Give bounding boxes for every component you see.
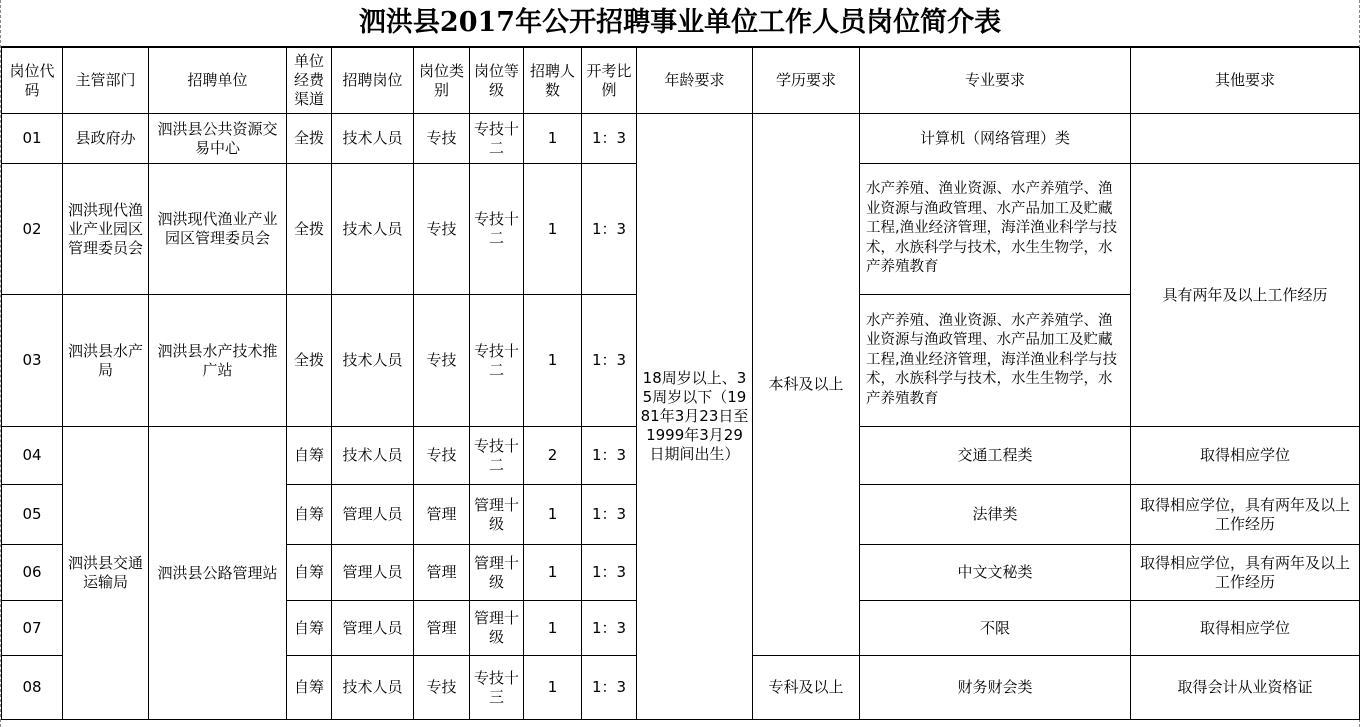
- cell-position: 技术人员: [332, 164, 414, 295]
- cell-unit: 泗洪现代渔业产业园区管理委员会: [149, 164, 287, 295]
- cell-unit: 泗洪县公共资源交易中心: [149, 114, 287, 164]
- cell-ratio: 1：3: [582, 427, 637, 485]
- cell-grade: 专技十二: [470, 427, 524, 485]
- cell-code: 06: [2, 545, 63, 601]
- header-code: 岗位代码: [2, 48, 63, 114]
- header-count: 招聘人数: [524, 48, 582, 114]
- cell-position: 技术人员: [332, 114, 414, 164]
- cell-funding: 自筹: [287, 545, 332, 601]
- cell-major: 计算机（网络管理）类: [860, 114, 1131, 164]
- cell-education: 专科及以上: [753, 656, 860, 720]
- cell-grade: 专技十二: [470, 295, 524, 427]
- cell-major: 不限: [860, 601, 1131, 656]
- cell-ratio: 1：3: [582, 295, 637, 427]
- cell-count: 1: [524, 485, 582, 545]
- cell-funding: 全拨: [287, 114, 332, 164]
- cell-education-merged: 本科及以上: [753, 114, 860, 656]
- cell-major: 交通工程类: [860, 427, 1131, 485]
- cell-count: 1: [524, 545, 582, 601]
- cell-grade: 专技十三: [470, 656, 524, 720]
- cell-count: 1: [524, 114, 582, 164]
- cell-grade: 专技十二: [470, 164, 524, 295]
- cell-grade: 专技十二: [470, 114, 524, 164]
- cell-code: 08: [2, 656, 63, 720]
- cell-other: 取得相应学位: [1131, 427, 1360, 485]
- cell-count: 1: [524, 601, 582, 656]
- positions-table: [1, 47, 1360, 720]
- cell-grade: 管理十级: [470, 485, 524, 545]
- cell-category: 专技: [414, 164, 470, 295]
- cell-funding: 自筹: [287, 656, 332, 720]
- cell-category: 管理: [414, 545, 470, 601]
- cell-funding: 全拨: [287, 164, 332, 295]
- cell-count: 1: [524, 295, 582, 427]
- cell-code: 04: [2, 427, 63, 485]
- cell-count: 1: [524, 656, 582, 720]
- header-row: [2, 48, 1360, 114]
- cell-other-merged: 具有两年及以上工作经历: [1131, 164, 1360, 427]
- cell-ratio: 1：3: [582, 114, 637, 164]
- cell-major: 财务财会类: [860, 656, 1131, 720]
- header-age: 年龄要求: [637, 48, 753, 114]
- header-major: 专业要求: [860, 48, 1131, 114]
- cell-code: 01: [2, 114, 63, 164]
- cell-count: 1: [524, 164, 582, 295]
- cell-ratio: 1：3: [582, 545, 637, 601]
- cell-other: 取得会计从业资格证: [1131, 656, 1360, 720]
- cell-position: 管理人员: [332, 601, 414, 656]
- cell-code: 03: [2, 295, 63, 427]
- cell-other: 取得相应学位，具有两年及以上工作经历: [1131, 485, 1360, 545]
- cell-category: 专技: [414, 656, 470, 720]
- cell-ratio: 1：3: [582, 485, 637, 545]
- cell-funding: 自筹: [287, 601, 332, 656]
- cell-position: 管理人员: [332, 545, 414, 601]
- cell-position: 技术人员: [332, 427, 414, 485]
- cell-grade: 管理十级: [470, 545, 524, 601]
- header-unit: 招聘单位: [149, 48, 287, 114]
- sheet-title: 泗洪县2017年公开招聘事业单位工作人员岗位简介表: [1, 0, 1359, 47]
- cell-count: 2: [524, 427, 582, 485]
- cell-major: 法律类: [860, 485, 1131, 545]
- cell-major: 水产养殖、渔业资源、水产养殖学、渔业资源与渔政管理、水产品加工及贮藏工程,渔业经济管理，海洋渔业科学与技术，水族科学与技术，水生生物学，水产养殖教育: [860, 164, 1131, 295]
- cell-grade: 管理十级: [470, 601, 524, 656]
- cell-category: 管理: [414, 485, 470, 545]
- cell-age-merged: 18周岁以上、35周岁以下（1981年3月23日至1999年3月29日期间出生）: [637, 114, 753, 720]
- cell-category: 专技: [414, 427, 470, 485]
- cell-dept: 泗洪县水产局: [63, 295, 149, 427]
- cell-ratio: 1：3: [582, 656, 637, 720]
- cell-position: 技术人员: [332, 656, 414, 720]
- cell-dept: 泗洪现代渔业产业园区管理委员会: [63, 164, 149, 295]
- cell-unit-merged: 泗洪县公路管理站: [149, 427, 287, 720]
- cell-major: 水产养殖、渔业资源、水产养殖学、渔业资源与渔政管理、水产品加工及贮藏工程,渔业经济管理，海洋渔业科学与技术，水族科学与技术，水生生物学，水产养殖教育: [860, 295, 1131, 427]
- cell-code: 05: [2, 485, 63, 545]
- header-position: 招聘岗位: [332, 48, 414, 114]
- cell-funding: 全拨: [287, 295, 332, 427]
- cell-unit: 泗洪县水产技术推广站: [149, 295, 287, 427]
- cell-code: 07: [2, 601, 63, 656]
- cell-category: 专技: [414, 295, 470, 427]
- header-ratio: 开考比例: [582, 48, 637, 114]
- header-other: 其他要求: [1131, 48, 1360, 114]
- cell-major: 中文文秘类: [860, 545, 1131, 601]
- header-funding: 单位经费渠道: [287, 48, 332, 114]
- cell-other: 取得相应学位，具有两年及以上工作经历: [1131, 545, 1360, 601]
- header-category: 岗位类别: [414, 48, 470, 114]
- cell-other: [1131, 114, 1360, 164]
- cell-dept-merged: 泗洪县交通运输局: [63, 427, 149, 720]
- header-education: 学历要求: [753, 48, 860, 114]
- cell-dept: 县政府办: [63, 114, 149, 164]
- header-grade: 岗位等级: [470, 48, 524, 114]
- table-row: [2, 114, 1360, 164]
- header-dept: 主管部门: [63, 48, 149, 114]
- cell-ratio: 1：3: [582, 164, 637, 295]
- cell-ratio: 1：3: [582, 601, 637, 656]
- cell-funding: 自筹: [287, 427, 332, 485]
- cell-category: 专技: [414, 114, 470, 164]
- cell-position: 管理人员: [332, 485, 414, 545]
- cell-funding: 自筹: [287, 485, 332, 545]
- cell-category: 管理: [414, 601, 470, 656]
- cell-code: 02: [2, 164, 63, 295]
- cell-position: 技术人员: [332, 295, 414, 427]
- cell-other: 取得相应学位: [1131, 601, 1360, 656]
